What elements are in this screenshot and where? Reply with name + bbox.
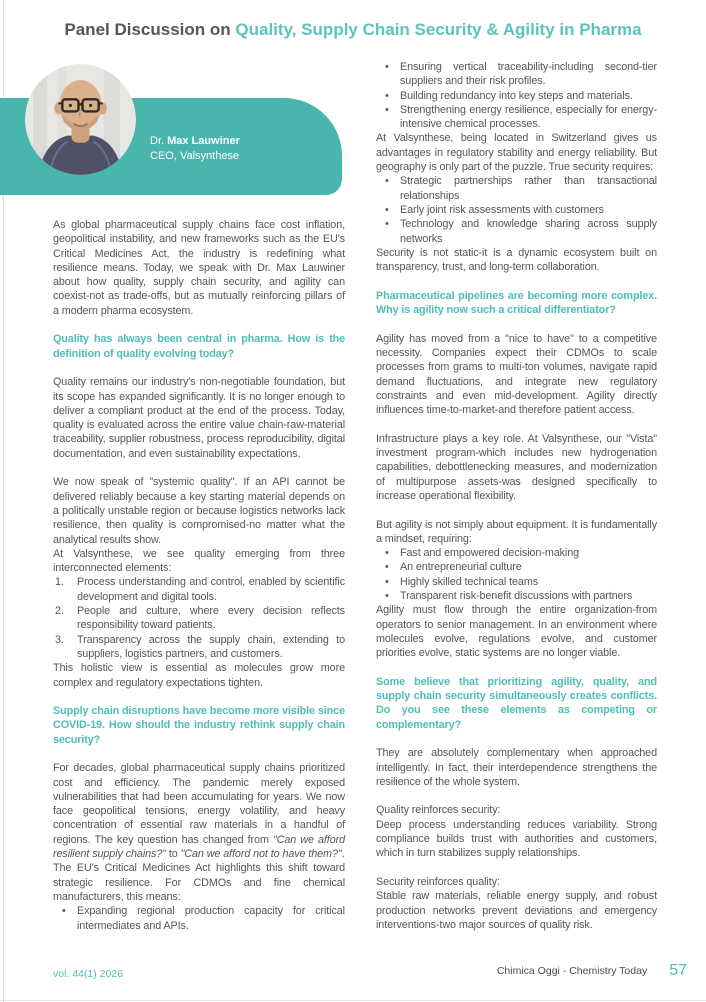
article-title-prefix: Panel Discussion on (64, 20, 236, 39)
body-text: Deep process understanding reduces variability. Strong compliance builds trust with authorities and customers, which in turn stabilizes supply relationships. (376, 818, 657, 860)
journal-name: Chimica Oggi - Chemistry Today (496, 965, 648, 977)
author-info (150, 134, 240, 164)
list-item: • Ensuring vertical traceability-including second-tier suppliers and their risk profiles. (376, 60, 657, 89)
list-item: • Early joint risk assessments with customers (376, 203, 657, 217)
body-text: Agility has moved from a "nice to have" to a competitive necessity. Companies expect their CDMOs to scale processes from grams to multi-ton volumes, navigate rapid demand fluctuations, and integrate new regulatory constraints and even mid-development. Agility directly influences time-to-market-and therefore patient access. (376, 332, 657, 417)
list-item: • Strategic partnerships rather than transactional relationships (376, 174, 657, 203)
list-item: • Fast and empowered decision-making (376, 546, 657, 560)
body-text: As global pharmaceutical supply chains face cost inflation, geopolitical instability, and new frameworks such as the EU's Critical Medicines Act, the industry is redefining what resilience means. Today, we speak with Dr. Max Lauwiner about how quality, supply chain security, and agility can coexist-not as trade-offs, but as mutually reinforcing pillars of a modern pharma ecosystem. (53, 219, 345, 317)
interview-question: Pharmaceutical pipelines are becoming more complex. Why is agility now such a critical differentiator? (376, 289, 657, 317)
left-text-column (53, 218, 345, 933)
body-text: Security reinforces quality: (376, 875, 500, 888)
text-segment: For decades, global pharmaceutical supply chains prioritized cost and efficiency. The pandemic merely exposed vulnerabilities that had been accumulating for years. We now face geopolitical tensions, energy volatility, and heavy concentration of essential raw materials in a handful of regions. The key question has changed from (53, 762, 345, 846)
body-text (376, 60, 657, 131)
body-text: Agility must flow through the entire organization-from operators to senior management. In an environment where molecules evolve, regulations evolve, and customer priorities evolve, static systems are no longer viable. (376, 604, 657, 660)
interview-question: Supply chain disruptions have become more visible since COVID-19. How should the industry rethink supply chain security? (53, 705, 345, 746)
page-number: 57 (669, 962, 687, 979)
list-item: • Expanding regional production capacity for critical intermediates and APIs. (53, 904, 345, 933)
list-item: • Transparent risk-benefit discussions with partners (376, 589, 657, 603)
body-text: Quality reinforces security: (376, 804, 501, 817)
body-text: Stable raw materials, reliable energy supply, and robust production networks prevent deviations and emergency interventions-two major sources of quality risk. (376, 890, 657, 931)
body-text: At Valsynthese, we see quality emerging from three interconnected elements: (53, 547, 345, 575)
volume-label: vol. 44(1) 2026 (53, 968, 124, 980)
list-item: • Building redundancy into key steps and materials. (376, 89, 657, 103)
text-segment: to (165, 848, 181, 861)
body-text (53, 904, 345, 933)
interview-question: Quality has always been central in pharma. How is the definition of quality evolving today? (53, 333, 345, 360)
body-text: Quality remains our industry's non-negotiable foundation, but its scope has expanded significantly. It is no longer enough to deliver a compliant product at the end of the process. Today, quality is evaluated across the entire value chain-raw-material traceability, supplier robustness, process reproducibility, digital documentation, and even sustainability expectations. (53, 376, 345, 460)
list-item: People and culture, where every decision reflects responsibility toward patients. (77, 605, 345, 632)
body-text: We now speak of "systemic quality". If an API cannot be delivered reliably because a key starting material depends on a politically unstable region or because logistics networks lack resilience, then quality is compromised-no matter what the analytical results show. (53, 476, 345, 546)
list-item: • An entrepreneurial culture (376, 560, 657, 574)
body-text (53, 761, 345, 861)
article-title (0, 20, 706, 40)
list-item: • Highly skilled technical teams (376, 575, 657, 589)
body-text (376, 546, 657, 603)
text-segment: . (341, 848, 345, 861)
list-item: • Technology and knowledge sharing across supply networks (376, 217, 657, 246)
body-text: The EU's Critical Medicines Act highlights this shift toward strategic resilience. For CDMOs and fine chemical manufacturers, this means: (53, 862, 345, 903)
body-text (53, 575, 345, 661)
author-portrait-illustration (25, 64, 136, 175)
footer-right-group (497, 962, 687, 980)
page-bottom-edge (0, 1000, 706, 1001)
author-role: CEO, Valsynthese (150, 150, 240, 162)
body-text: Security is not static-it is a dynamic ecosystem built on transparency, trust, and long-term collaboration. (376, 246, 657, 274)
body-text: At Valsynthese, being located in Switzerland gives us advantages in regulatory stability and energy reliability. But geography is only part of the puzzle. True security requires: (376, 132, 657, 174)
body-text: But agility is not simply about equipment. It is fundamentally a mindset, requiring: (376, 518, 657, 545)
author-name-bold: Max Lauwiner (167, 135, 240, 147)
page-footer (53, 962, 687, 988)
italic-quote: "Can we afford resilient supply chains?" (53, 833, 345, 861)
author-photo (25, 64, 136, 175)
right-text-column (376, 60, 657, 932)
interview-question: Some believe that prioritizing agility, quality, and supply chain security simultaneously creates conflicts. Do you see these elements as competing or complementary? (376, 675, 657, 731)
list-item: Transparency across the supply chain, extending to suppliers, logistics partners, and customers. (77, 633, 345, 660)
body-text: Infrastructure plays a key role. At Valsynthese, our "Vista" investment program-which includes new hydrogenation capabilities, debottlenecking measures, and modernization of multipurpose assets-was designed specifically to increase operational flexibility. (376, 432, 657, 502)
italic-quote: "Can we afford not to have them?" (180, 848, 342, 861)
article-title-highlight: Quality, Supply Chain Security & Agility in Pharma (235, 20, 642, 39)
list-item: • Strengthening energy resilience, especially for energy-intensive chemical processes. (376, 103, 657, 132)
body-text: They are absolutely complementary when approached intelligently. In fact, their interdependence strengthens the resilience of the whole system. (376, 747, 657, 788)
author-name-prefix: Dr. (150, 135, 168, 147)
list-item: Process understanding and control, enabled by scientific development and digital tools. (77, 576, 345, 603)
body-text (376, 174, 657, 245)
author-name (150, 134, 240, 149)
body-text: This holistic view is essential as molecules grow more complex and regulatory expectations tighten. (53, 662, 345, 689)
